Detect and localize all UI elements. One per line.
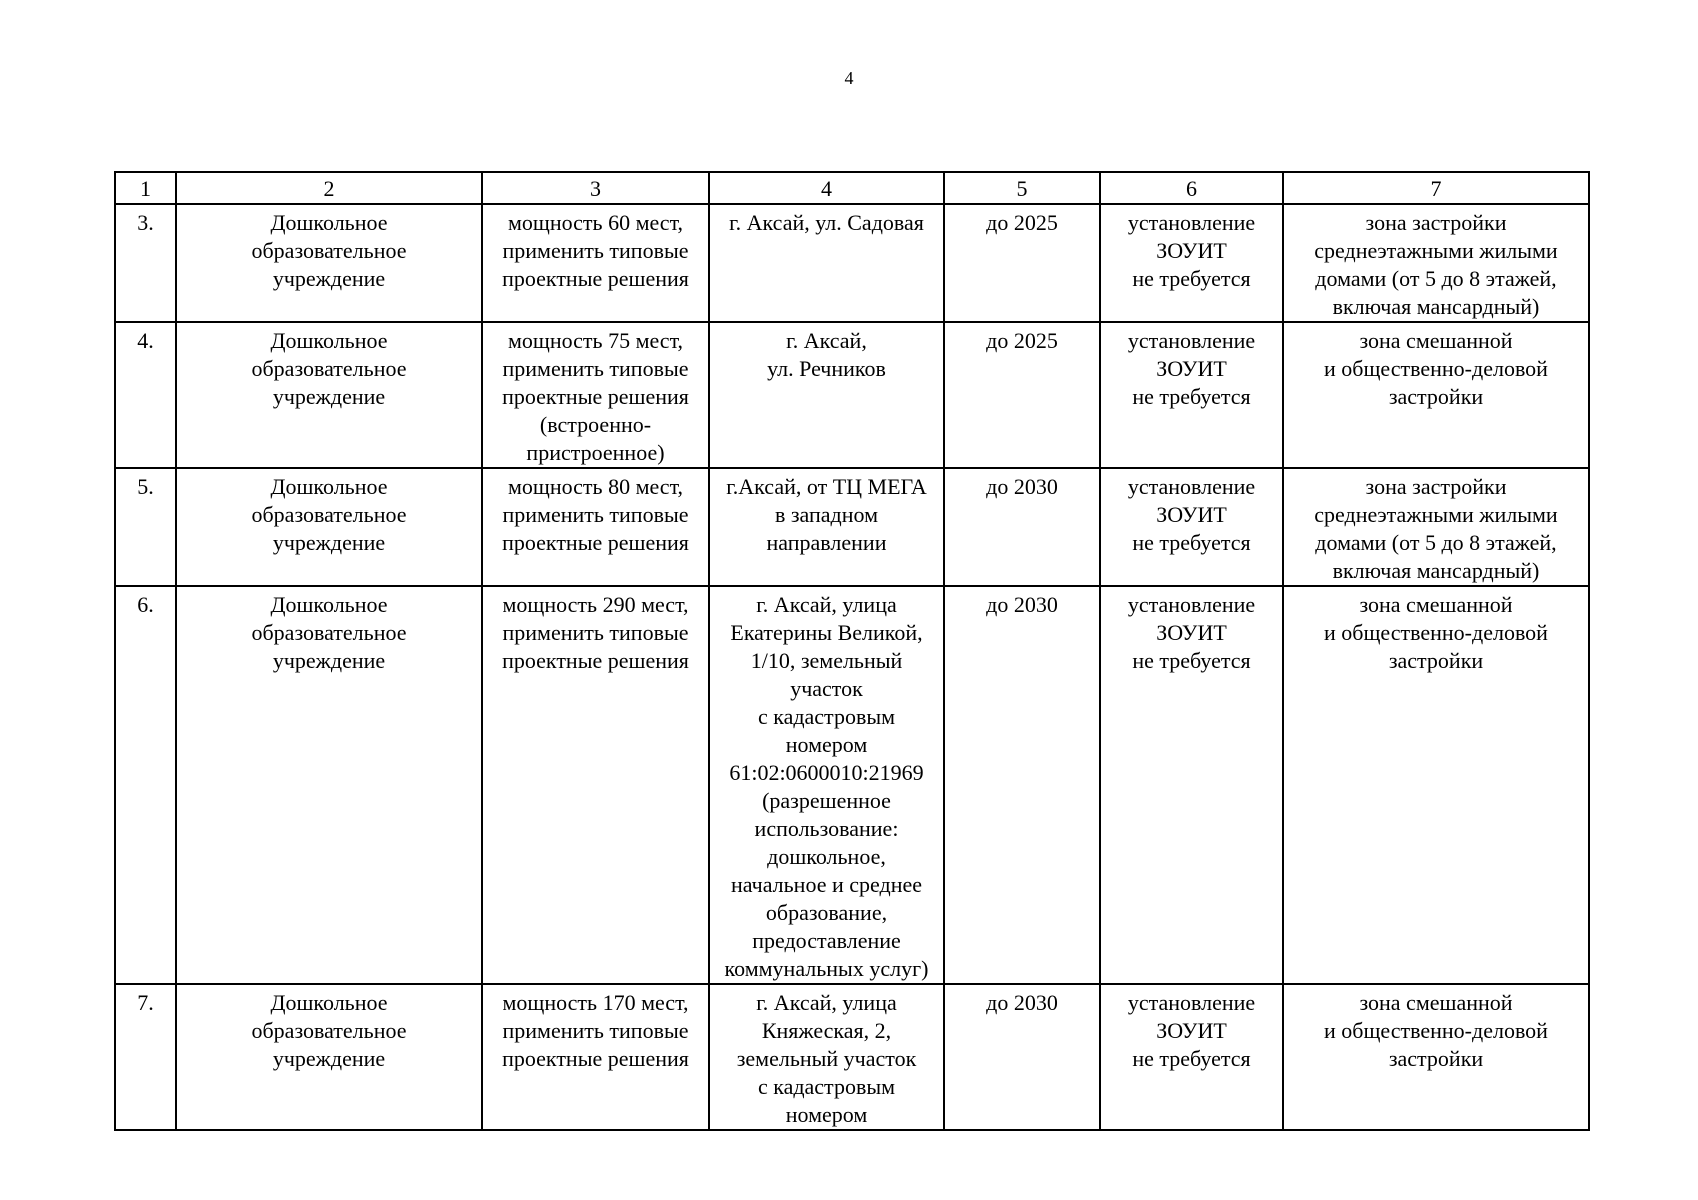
- zone-requirement-cell: установление ЗОУИТ не требуется: [1100, 984, 1283, 1130]
- object-name-cell: Дошкольное образовательное учреждение: [176, 204, 482, 322]
- deadline-cell: до 2030: [944, 984, 1100, 1130]
- deadline-cell: до 2030: [944, 468, 1100, 586]
- zone-type-cell: зона застройки среднеэтажными жилыми домами (от 5 до 8 этажей, включая мансардный): [1283, 468, 1589, 586]
- row-number-cell: 3.: [115, 204, 176, 322]
- object-name-cell: Дошкольное образовательное учреждение: [176, 468, 482, 586]
- zone-requirement-cell: установление ЗОУИТ не требуется: [1100, 468, 1283, 586]
- zone-type-cell: зона смешанной и общественно-деловой застройки: [1283, 322, 1589, 468]
- location-cell: г. Аксай, ул. Садовая: [709, 204, 944, 322]
- table-header-row: [115, 172, 1589, 204]
- row-number-cell: 4.: [115, 322, 176, 468]
- characteristics-cell: мощность 75 мест, применить типовые проектные решения (встроенно- пристроенное): [482, 322, 709, 468]
- characteristics-cell: мощность 170 мест, применить типовые проектные решения: [482, 984, 709, 1130]
- planning-table: [114, 171, 1590, 1131]
- location-cell: г.Аксай, от ТЦ МЕГА в западном направлении: [709, 468, 944, 586]
- column-number-6: 6: [1100, 172, 1283, 204]
- characteristics-cell: мощность 60 мест, применить типовые проектные решения: [482, 204, 709, 322]
- row-number-cell: 7.: [115, 984, 176, 1130]
- table-row: [115, 204, 1589, 322]
- deadline-cell: до 2025: [944, 204, 1100, 322]
- deadline-cell: до 2030: [944, 586, 1100, 984]
- zone-type-cell: зона смешанной и общественно-деловой застройки: [1283, 984, 1589, 1130]
- column-number-5: 5: [944, 172, 1100, 204]
- zone-requirement-cell: установление ЗОУИТ не требуется: [1100, 204, 1283, 322]
- column-number-1: 1: [115, 172, 176, 204]
- column-number-3: 3: [482, 172, 709, 204]
- object-name-cell: Дошкольное образовательное учреждение: [176, 586, 482, 984]
- column-number-7: 7: [1283, 172, 1589, 204]
- deadline-cell: до 2025: [944, 322, 1100, 468]
- table-row: [115, 984, 1589, 1130]
- characteristics-cell: мощность 80 мест, применить типовые проектные решения: [482, 468, 709, 586]
- column-number-4: 4: [709, 172, 944, 204]
- zone-type-cell: зона застройки среднеэтажными жилыми домами (от 5 до 8 этажей, включая мансардный): [1283, 204, 1589, 322]
- row-number-cell: 6.: [115, 586, 176, 984]
- page-number: 4: [844, 68, 854, 88]
- location-cell: г. Аксай, ул. Речников: [709, 322, 944, 468]
- zone-requirement-cell: установление ЗОУИТ не требуется: [1100, 586, 1283, 984]
- zone-requirement-cell: установление ЗОУИТ не требуется: [1100, 322, 1283, 468]
- row-number-cell: 5.: [115, 468, 176, 586]
- location-cell: г. Аксай, улица Екатерины Великой, 1/10, земельный участок с кадастровым номером 61:02:0600010:21969 (разрешенное использование: дошкольное, начальное и среднее образование, предоставление коммунальных услуг): [709, 586, 944, 984]
- object-name-cell: Дошкольное образовательное учреждение: [176, 984, 482, 1130]
- table-row: [115, 322, 1589, 468]
- column-number-2: 2: [176, 172, 482, 204]
- table-row: [115, 468, 1589, 586]
- location-cell: г. Аксай, улица Княжеская, 2, земельный участок с кадастровым номером: [709, 984, 944, 1130]
- zone-type-cell: зона смешанной и общественно-деловой застройки: [1283, 586, 1589, 984]
- characteristics-cell: мощность 290 мест, применить типовые проектные решения: [482, 586, 709, 984]
- object-name-cell: Дошкольное образовательное учреждение: [176, 322, 482, 468]
- table-row: [115, 586, 1589, 984]
